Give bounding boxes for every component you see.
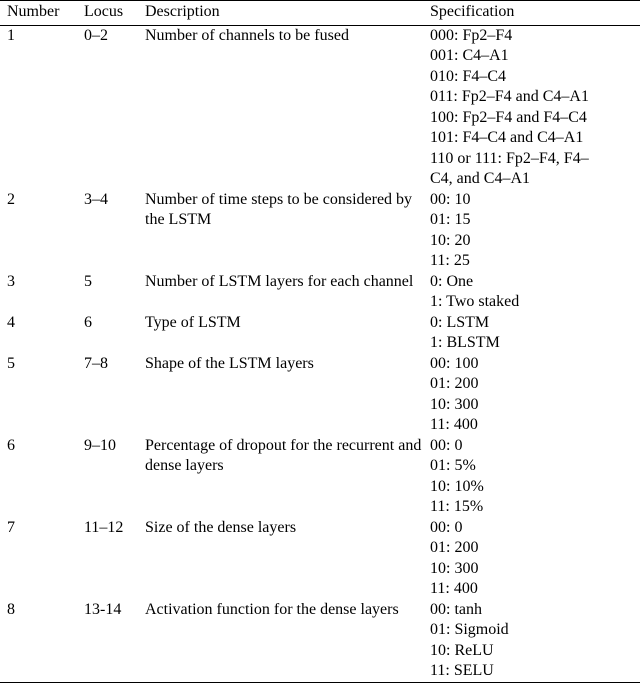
row-description: Activation function for the dense layers [145, 600, 399, 618]
row-specification [424, 25, 640, 190]
header-description: Description [145, 3, 220, 20]
spec-line: 10: 300 [430, 559, 479, 577]
table-row [0, 25, 640, 190]
spec-line: 10: 300 [430, 395, 479, 413]
table-row [0, 518, 640, 600]
spec-line: 00: 0 [430, 436, 463, 454]
table-row [0, 436, 640, 518]
spec-line: 01: 200 [430, 539, 479, 556]
row-description: Number of channels to be fused [145, 26, 349, 44]
spec-line: 00: 100 [430, 354, 479, 372]
row-description: Size of the dense layers [145, 518, 297, 536]
row-number: 5 [7, 354, 15, 372]
table-row [0, 354, 640, 436]
table-row [0, 190, 640, 272]
row-specification [424, 518, 640, 600]
row-locus: 3–4 [84, 190, 108, 208]
header-specification: Specification [430, 3, 515, 20]
row-specification [424, 313, 640, 354]
row-locus: 13-14 [84, 600, 122, 618]
row-specification [424, 354, 640, 436]
spec-line: 1: Two staked [430, 293, 520, 310]
spec-line: 01: 5% [430, 457, 476, 474]
spec-line: 10: 20 [430, 231, 471, 249]
table-row [0, 600, 640, 683]
row-specification [424, 190, 640, 272]
spec-line: 101: F4–C4 and C4–A1 [430, 129, 584, 146]
row-description: Number of time steps to be considered by the LSTM [145, 190, 413, 228]
spec-line: 01: 15 [430, 211, 471, 228]
row-number: 4 [7, 313, 15, 331]
table-header [0, 1, 640, 26]
row-description: Percentage of dropout for the recurrent and dense layers [145, 436, 422, 474]
row-description: Number of LSTM layers for each channel [145, 272, 414, 290]
spec-line: 00: 0 [430, 518, 463, 536]
row-description: Type of LSTM [145, 313, 241, 331]
row-number: 6 [7, 436, 15, 454]
row-description: Shape of the LSTM layers [145, 354, 314, 372]
header-row [0, 1, 640, 26]
row-specification [424, 600, 640, 683]
row-number: 3 [7, 272, 15, 290]
spec-line: 00: 10 [430, 190, 471, 208]
row-number: 1 [7, 26, 15, 44]
spec-line: 1: BLSTM [430, 334, 500, 351]
spec-line: 11: 25 [430, 252, 470, 269]
spec-line: 11: 15% [430, 498, 484, 515]
spec-line: 100: Fp2–F4 and F4–C4 [430, 108, 587, 126]
header-number: Number [7, 3, 60, 20]
spec-line: 010: F4–C4 [430, 67, 507, 85]
spec-line: 01: 200 [430, 375, 479, 392]
spec-line: 00: tanh [430, 600, 482, 618]
row-locus: 9–10 [84, 436, 116, 454]
spec-line: 001: C4–A1 [430, 47, 509, 64]
row-locus: 0–2 [84, 26, 108, 44]
spec-line: 11: 400 [430, 416, 478, 433]
row-locus: 5 [84, 272, 92, 290]
table-row [0, 272, 640, 313]
spec-line: 110 or 111: Fp2–F4, F4– [430, 149, 589, 167]
table-row [0, 313, 640, 354]
spec-line: C4, and C4–A1 [430, 170, 530, 187]
header-locus: Locus [84, 3, 124, 20]
row-locus: 11–12 [84, 518, 124, 536]
row-specification [424, 272, 640, 313]
row-specification [424, 436, 640, 518]
spec-line: 11: 400 [430, 580, 478, 597]
spec-line: 0: One [430, 272, 474, 290]
spec-line: 11: SELU [430, 662, 494, 679]
spec-line: 011: Fp2–F4 and C4–A1 [430, 88, 589, 105]
row-number: 8 [7, 600, 15, 618]
row-locus: 6 [84, 313, 92, 331]
row-locus: 7–8 [84, 354, 108, 372]
spec-line: 0: LSTM [430, 313, 490, 331]
row-number: 7 [7, 518, 15, 536]
spec-line: 10: 10% [430, 477, 484, 495]
row-number: 2 [7, 190, 15, 208]
spec-line: 10: ReLU [430, 641, 494, 659]
table-body [0, 25, 640, 682]
spec-line: 000: Fp2–F4 [430, 26, 513, 44]
spec-line: 01: Sigmoid [430, 621, 509, 638]
